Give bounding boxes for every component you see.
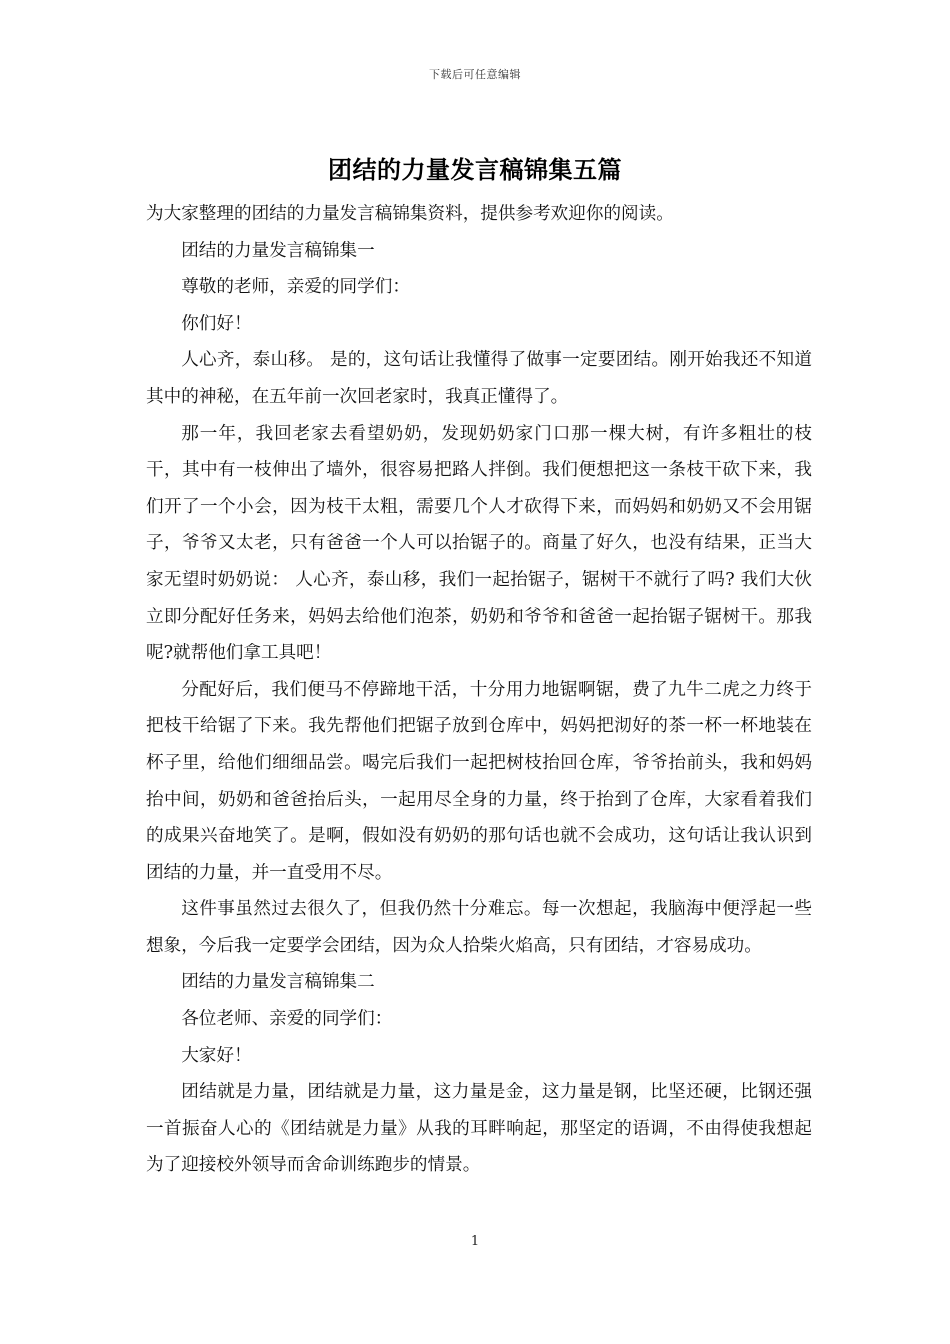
- section-heading-2: 团结的力量发言稿锦集二: [181, 972, 375, 993]
- greeting: 你们好！: [181, 313, 252, 334]
- header-note: 下载后可任意编辑: [429, 68, 521, 81]
- salutation: 尊敬的老师，亲爱的同学们：: [181, 277, 410, 298]
- page-number: 1: [470, 1234, 480, 1249]
- paragraph: 为大家整理的团结的力量发言稿锦集资料，提供参考欢迎你的阅读。: [146, 204, 674, 224]
- paragraph: 团结就是力量，团结就是力量，这力量是金，这力量是钢，比坚还硬，比钢还强 一首振奋人心的《团结就是力量》从我的耳畔响起，那坚定的语调，不由得使我想起为了迎接校外领导而舍命训练跑步的情景。: [146, 1082, 818, 1176]
- paragraph: 人心齐，泰山移。 是的，这句话让我懂得了做事一定要团结。刚开始我还不知道其中的神秘，在五年前一次回老家时，我真正懂得了。: [146, 350, 812, 407]
- document-body: [146, 196, 818, 1184]
- paragraph: 分配好后，我们便马不停蹄地干活，十分用力地锯啊锯，费了九牛二虎之力终于把枝干给锯了下来。我先帮他们把锯子放到仓库中，妈妈把沏好的茶一杯一杯地装在杯子里，给他们细细品尝。喝完后我们一起把树枝抬回仓库，爷爷抬前头，我和妈妈抬中间，奶奶和爸爸抬后头，一起用尽全身的力量，终于抬到了仓库，大家看着我们的成果兴奋地笑了。是啊，假如没有奶奶的那句话也就不会成功，这句话让我认识到团结的力量，并一直受用不尽。: [146, 679, 812, 883]
- paragraph: 那一年，我回老家去看望奶奶，发现奶奶家门口那一棵大树，有许多粗壮的枝干，其中有一枝伸出了墙外，很容易把路人拌倒。我们便想把这一条枝干砍下来，我们开了一个小会，因为枝干太粗，需要几个人才砍得下来，而妈妈和奶奶又不会用锯子，爷爷又太老，只有爸爸一个人可以抬锯子的。商量了好久，也没有结果，正当大家无望时奶奶说： 人心齐，泰山移，我们一起抬锯子，锯树干不就行了吗? 我们大伙立即分配好任务来，妈妈去给他们泡茶，奶奶和爷爷和爸爸一起抬锯子锯树干。那我呢?就帮他们拿工具吧！: [146, 423, 812, 664]
- document-title: 团结的力量发言稿锦集五篇: [328, 155, 622, 184]
- salutation: 各位老师、亲爱的同学们：: [181, 1009, 393, 1030]
- greeting: 大家好！: [181, 1045, 252, 1066]
- section-heading-1: 团结的力量发言稿锦集一: [181, 240, 375, 261]
- paragraph: 这件事虽然过去很久了，但我仍然十分难忘。每一次想起，我脑海中便浮起一些想象，今后我一定要学会团结，因为众人拾柴火焰高，只有团结，才容易成功。: [146, 899, 812, 956]
